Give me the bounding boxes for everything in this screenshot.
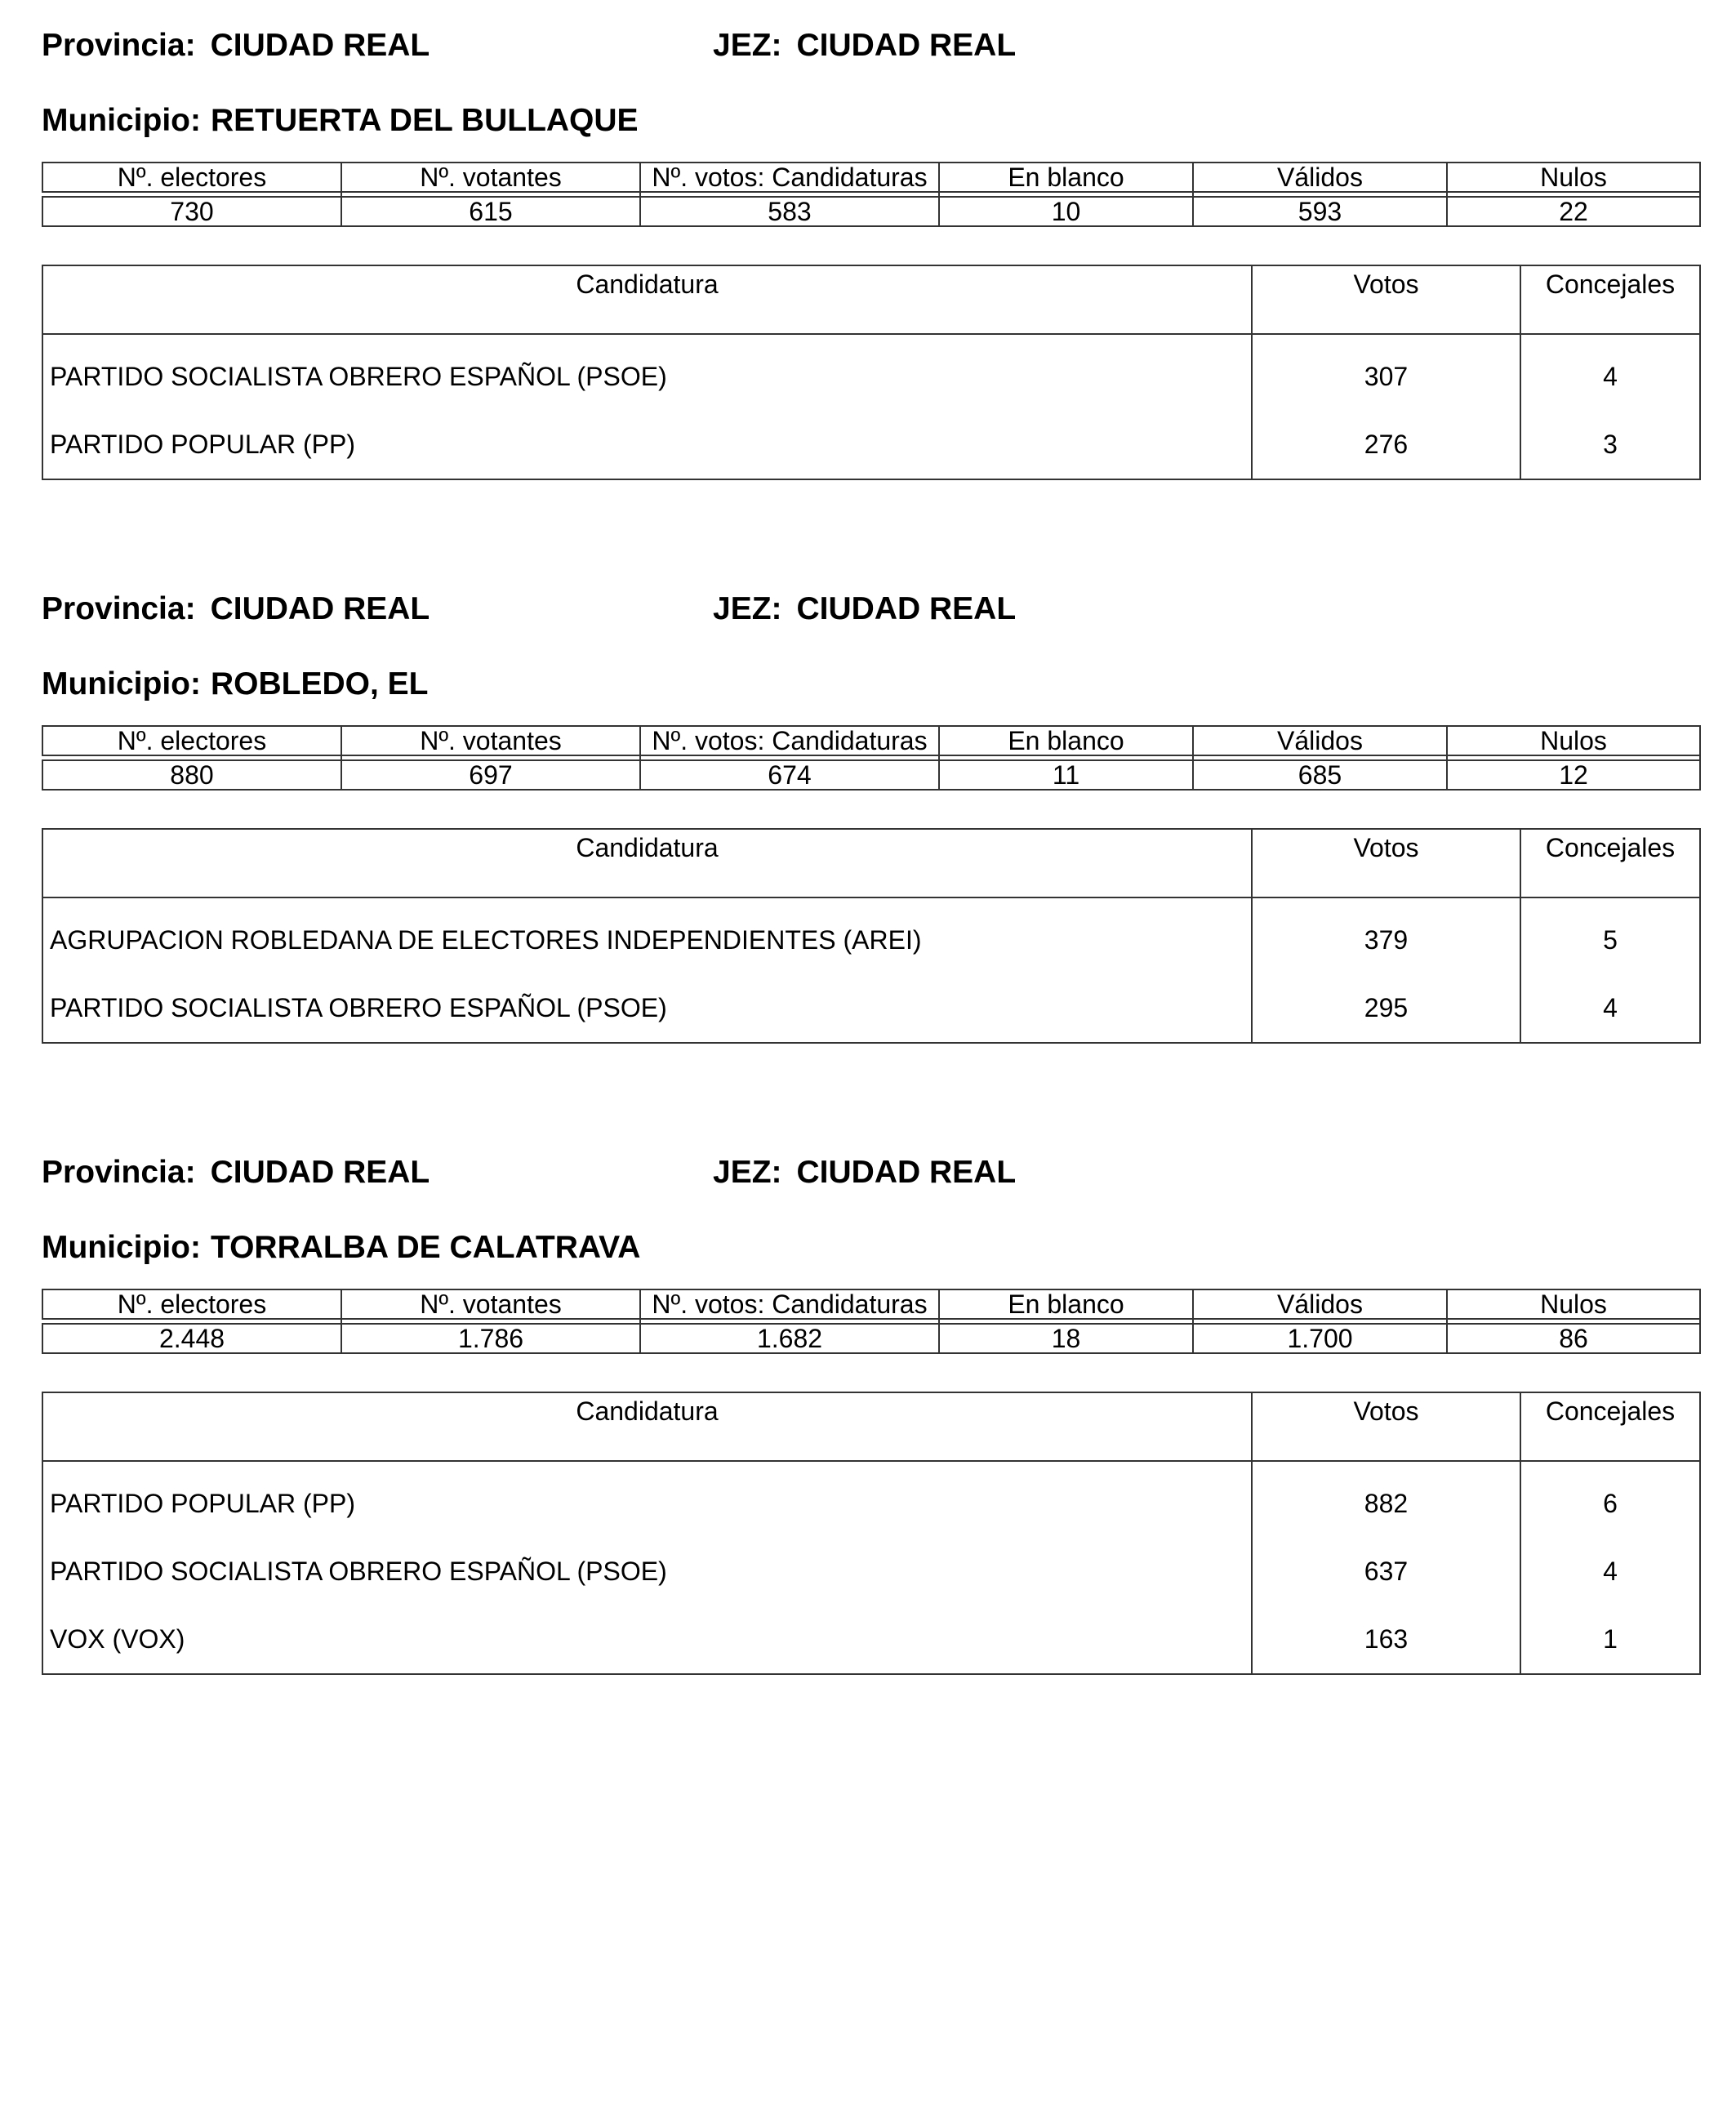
summary-header: Nº. votantes <box>341 163 640 192</box>
summary-header: Nº. electores <box>42 726 341 755</box>
summary-value: 880 <box>42 760 341 790</box>
candidate-votes: 882 <box>1252 1461 1520 1538</box>
jez-value: CIUDAD REAL <box>796 591 1017 626</box>
summary-header: Nº. votantes <box>341 1289 640 1319</box>
summary-header: Nº. electores <box>42 163 341 192</box>
summary-header: En blanco <box>939 726 1193 755</box>
cand-header: Candidatura <box>42 1392 1252 1461</box>
jez-value: CIUDAD REAL <box>796 1155 1017 1190</box>
summary-header: Nº. votos: Candidaturas <box>640 163 939 192</box>
candidate-name: PARTIDO POPULAR (PP) <box>42 1461 1252 1538</box>
jez-line <box>713 1156 1016 1188</box>
candidate-seats: 4 <box>1520 334 1700 411</box>
table-row <box>42 974 1700 1043</box>
summary-header: Nulos <box>1447 726 1700 755</box>
candidate-seats: 4 <box>1520 1538 1700 1606</box>
cand-header: Candidatura <box>42 265 1252 334</box>
summary-value: 18 <box>939 1324 1193 1353</box>
summary-header: En blanco <box>939 163 1193 192</box>
jez-label: JEZ: <box>713 591 782 626</box>
provincia-line <box>42 1156 430 1188</box>
candidate-seats: 1 <box>1520 1606 1700 1674</box>
summary-value: 593 <box>1193 197 1447 226</box>
cand-header: Candidatura <box>42 829 1252 897</box>
cand-header: Votos <box>1252 265 1520 334</box>
candidate-seats: 3 <box>1520 411 1700 479</box>
summary-value: 22 <box>1447 197 1700 226</box>
candidate-name: PARTIDO SOCIALISTA OBRERO ESPAÑOL (PSOE) <box>42 334 1252 411</box>
provincia-line <box>42 29 430 61</box>
summary-table <box>42 162 1701 227</box>
summary-value: 685 <box>1193 760 1447 790</box>
summary-header: Nº. votos: Candidaturas <box>640 726 939 755</box>
candidates-header-row <box>42 1392 1700 1461</box>
municipio-value: ROBLEDO, EL <box>210 666 429 701</box>
candidate-votes: 637 <box>1252 1538 1520 1606</box>
provincia-label: Provincia: <box>42 591 196 626</box>
summary-header: Nulos <box>1447 1289 1700 1319</box>
table-row <box>42 334 1700 411</box>
candidate-seats: 5 <box>1520 897 1700 974</box>
jez-line <box>713 29 1016 61</box>
candidate-votes: 163 <box>1252 1606 1520 1674</box>
summary-header: Válidos <box>1193 726 1447 755</box>
cand-header: Votos <box>1252 829 1520 897</box>
candidates-table <box>42 265 1701 480</box>
candidate-seats: 4 <box>1520 974 1700 1043</box>
municipio-value: TORRALBA DE CALATRAVA <box>210 1230 641 1265</box>
table-row <box>42 897 1700 974</box>
summary-value-row <box>42 760 1700 790</box>
summary-value: 86 <box>1447 1324 1700 1353</box>
summary-header: Válidos <box>1193 163 1447 192</box>
table-row <box>42 1538 1700 1606</box>
summary-header: Nº. votos: Candidaturas <box>640 1289 939 1319</box>
candidates-header-row <box>42 265 1700 334</box>
summary-value: 697 <box>341 760 640 790</box>
summary-value: 2.448 <box>42 1324 341 1353</box>
candidate-votes: 379 <box>1252 897 1520 974</box>
summary-value: 1.700 <box>1193 1324 1447 1353</box>
candidate-name: VOX (VOX) <box>42 1606 1252 1674</box>
candidate-seats: 6 <box>1520 1461 1700 1538</box>
candidate-votes: 276 <box>1252 411 1520 479</box>
municipio-value: RETUERTA DEL BULLAQUE <box>210 103 639 138</box>
jez-value: CIUDAD REAL <box>796 28 1017 63</box>
candidate-votes: 295 <box>1252 974 1520 1043</box>
summary-header-row <box>42 726 1700 755</box>
summary-value-row <box>42 1324 1700 1353</box>
summary-header-row <box>42 1289 1700 1319</box>
municipio-line <box>42 668 428 700</box>
cand-header: Votos <box>1252 1392 1520 1461</box>
provincia-label: Provincia: <box>42 1155 196 1190</box>
jez-label: JEZ: <box>713 28 782 63</box>
summary-table <box>42 725 1701 791</box>
provincia-label: Provincia: <box>42 28 196 63</box>
summary-header: Válidos <box>1193 1289 1447 1319</box>
summary-value: 1.682 <box>640 1324 939 1353</box>
summary-value: 615 <box>341 197 640 226</box>
summary-header: En blanco <box>939 1289 1193 1319</box>
candidate-name: PARTIDO POPULAR (PP) <box>42 411 1252 479</box>
jez-line <box>713 593 1016 625</box>
summary-table <box>42 1289 1701 1354</box>
table-row <box>42 1606 1700 1674</box>
candidates-table <box>42 1392 1701 1675</box>
jez-label: JEZ: <box>713 1155 782 1190</box>
municipio-line <box>42 1231 640 1263</box>
summary-value-row <box>42 197 1700 226</box>
table-row <box>42 411 1700 479</box>
candidates-header-row <box>42 829 1700 897</box>
summary-value: 674 <box>640 760 939 790</box>
candidate-name: PARTIDO SOCIALISTA OBRERO ESPAÑOL (PSOE) <box>42 1538 1252 1606</box>
provincia-value: CIUDAD REAL <box>210 591 430 626</box>
municipio-label: Municipio: <box>42 1230 201 1265</box>
cand-header: Concejales <box>1520 265 1700 334</box>
summary-header-row <box>42 163 1700 192</box>
table-row <box>42 1461 1700 1538</box>
candidate-name: PARTIDO SOCIALISTA OBRERO ESPAÑOL (PSOE) <box>42 974 1252 1043</box>
provincia-line <box>42 593 430 625</box>
municipio-line <box>42 105 639 136</box>
summary-header: Nº. electores <box>42 1289 341 1319</box>
summary-value: 12 <box>1447 760 1700 790</box>
summary-value: 11 <box>939 760 1193 790</box>
municipio-label: Municipio: <box>42 666 201 701</box>
summary-value: 583 <box>640 197 939 226</box>
cand-header: Concejales <box>1520 1392 1700 1461</box>
summary-header: Nº. votantes <box>341 726 640 755</box>
candidate-votes: 307 <box>1252 334 1520 411</box>
summary-header: Nulos <box>1447 163 1700 192</box>
summary-value: 10 <box>939 197 1193 226</box>
cand-header: Concejales <box>1520 829 1700 897</box>
summary-value: 1.786 <box>341 1324 640 1353</box>
provincia-value: CIUDAD REAL <box>210 1155 430 1190</box>
provincia-value: CIUDAD REAL <box>210 28 430 63</box>
municipio-label: Municipio: <box>42 103 201 138</box>
candidate-name: AGRUPACION ROBLEDANA DE ELECTORES INDEPENDIENTES (AREI) <box>42 897 1252 974</box>
summary-value: 730 <box>42 197 341 226</box>
candidates-table <box>42 828 1701 1044</box>
